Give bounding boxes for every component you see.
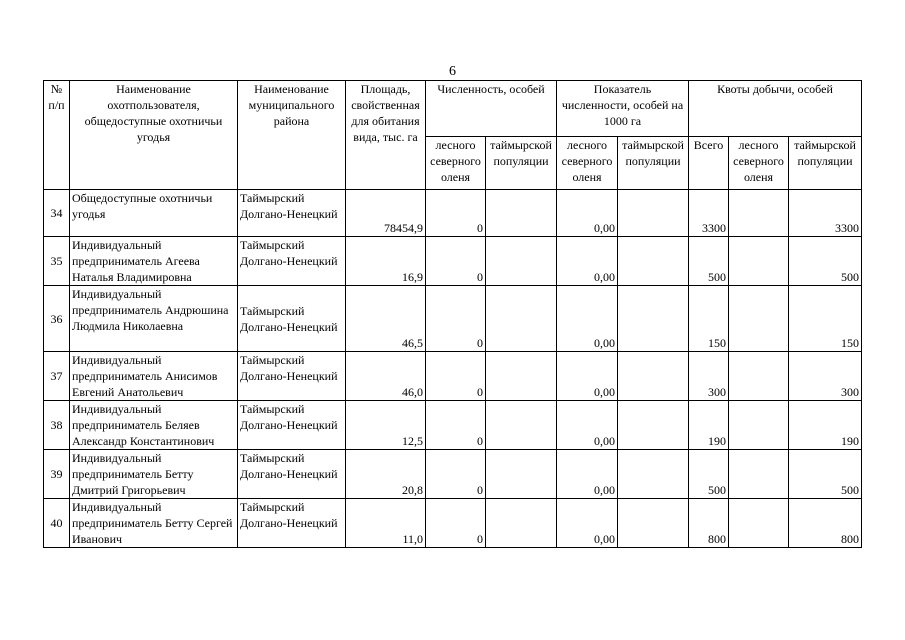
row-ind-taimyr xyxy=(618,401,689,450)
row-quota-forest xyxy=(729,237,789,286)
row-ind-taimyr xyxy=(618,237,689,286)
row-quota-forest xyxy=(729,286,789,352)
row-pop-forest: 0 xyxy=(426,352,486,401)
header-district: Наименование муниципального района xyxy=(238,81,346,190)
header-population: Численность, особей xyxy=(426,81,557,137)
row-name: Индивидуальный предприниматель Андрюшина Людмила Николаевна xyxy=(70,286,238,352)
row-pop-forest: 0 xyxy=(426,190,486,237)
table-row xyxy=(44,286,862,352)
quota-table xyxy=(43,80,862,548)
row-pop-forest: 0 xyxy=(426,237,486,286)
row-name: Индивидуальный предприниматель Беляев Александр Константинович xyxy=(70,401,238,450)
table-row xyxy=(44,450,862,499)
row-quota-total: 150 xyxy=(689,286,729,352)
header-name: Наименование охотпользователя, общедоступные охотничьи угодья xyxy=(70,81,238,190)
row-area: 11,0 xyxy=(346,499,426,548)
row-district: Таймырский Долгано-Ненецкий xyxy=(238,237,346,286)
row-pop-taimyr xyxy=(486,237,557,286)
header-quota-taimyr: таймырской популяции xyxy=(789,137,862,190)
row-ind-forest: 0,00 xyxy=(557,190,618,237)
row-quota-total: 500 xyxy=(689,450,729,499)
row-quota-taimyr: 800 xyxy=(789,499,862,548)
row-num: 38 xyxy=(44,401,70,450)
header-quota: Квоты добычи, особей xyxy=(689,81,862,137)
row-quota-taimyr: 500 xyxy=(789,237,862,286)
table-row xyxy=(44,190,862,237)
row-pop-taimyr xyxy=(486,499,557,548)
header-indicator: Показатель численности, особей на 1000 га xyxy=(557,81,689,137)
row-pop-taimyr xyxy=(486,401,557,450)
row-district: Таймырский Долгано-Ненецкий xyxy=(238,286,346,352)
row-pop-forest: 0 xyxy=(426,401,486,450)
row-pop-taimyr xyxy=(486,450,557,499)
row-name: Индивидуальный предприниматель Анисимов Евгений Анатольевич xyxy=(70,352,238,401)
row-num: 37 xyxy=(44,352,70,401)
row-area: 46,5 xyxy=(346,286,426,352)
row-quota-total: 300 xyxy=(689,352,729,401)
row-ind-taimyr xyxy=(618,190,689,237)
header-ind-forest: лесного северного оленя xyxy=(557,137,618,190)
row-district: Таймырский Долгано-Ненецкий xyxy=(238,190,346,237)
row-name: Общедоступные охотничьи угодья xyxy=(70,190,238,237)
row-area: 46,0 xyxy=(346,352,426,401)
table-row xyxy=(44,237,862,286)
row-ind-forest: 0,00 xyxy=(557,352,618,401)
row-district: Таймырский Долгано-Ненецкий xyxy=(238,401,346,450)
row-ind-forest: 0,00 xyxy=(557,499,618,548)
row-pop-taimyr xyxy=(486,286,557,352)
header-row-top xyxy=(44,81,862,137)
table-row xyxy=(44,352,862,401)
header-pop-taimyr: таймырской популяции xyxy=(486,137,557,190)
row-district: Таймырский Долгано-Ненецкий xyxy=(238,450,346,499)
row-ind-taimyr xyxy=(618,352,689,401)
row-num: 39 xyxy=(44,450,70,499)
row-ind-forest: 0,00 xyxy=(557,450,618,499)
row-quota-taimyr: 3300 xyxy=(789,190,862,237)
row-pop-forest: 0 xyxy=(426,450,486,499)
row-num: 34 xyxy=(44,190,70,237)
row-ind-forest: 0,00 xyxy=(557,237,618,286)
row-quota-forest xyxy=(729,352,789,401)
row-pop-taimyr xyxy=(486,190,557,237)
table-row xyxy=(44,499,862,548)
row-quota-forest xyxy=(729,401,789,450)
row-ind-forest: 0,00 xyxy=(557,401,618,450)
row-ind-taimyr xyxy=(618,450,689,499)
row-quota-forest xyxy=(729,450,789,499)
page-number: 6 xyxy=(449,64,456,79)
row-quota-total: 3300 xyxy=(689,190,729,237)
row-district: Таймырский Долгано-Ненецкий xyxy=(238,352,346,401)
row-quota-taimyr: 300 xyxy=(789,352,862,401)
row-ind-taimyr xyxy=(618,286,689,352)
row-ind-taimyr xyxy=(618,499,689,548)
row-ind-forest: 0,00 xyxy=(557,286,618,352)
row-pop-forest: 0 xyxy=(426,499,486,548)
row-name: Индивидуальный предприниматель Бетту Сергей Иванович xyxy=(70,499,238,548)
row-name: Индивидуальный предприниматель Агеева Наталья Владимировна xyxy=(70,237,238,286)
row-area: 12,5 xyxy=(346,401,426,450)
row-num: 36 xyxy=(44,286,70,352)
row-name: Индивидуальный предприниматель Бетту Дмитрий Григорьевич xyxy=(70,450,238,499)
row-quota-forest xyxy=(729,190,789,237)
row-quota-total: 190 xyxy=(689,401,729,450)
header-num: № п/п xyxy=(44,81,70,190)
row-quota-total: 800 xyxy=(689,499,729,548)
row-quota-taimyr: 150 xyxy=(789,286,862,352)
row-quota-forest xyxy=(729,499,789,548)
table-row xyxy=(44,401,862,450)
row-area: 78454,9 xyxy=(346,190,426,237)
row-district: Таймырский Долгано-Ненецкий xyxy=(238,499,346,548)
header-pop-forest: лесного северного оленя xyxy=(426,137,486,190)
header-ind-taimyr: таймырской популяции xyxy=(618,137,689,190)
row-quota-taimyr: 500 xyxy=(789,450,862,499)
header-area: Площадь, свойственная для обитания вида, тыс. га xyxy=(346,81,426,190)
row-area: 16,9 xyxy=(346,237,426,286)
row-area: 20,8 xyxy=(346,450,426,499)
header-quota-forest: лесного северного оленя xyxy=(729,137,789,190)
row-num: 40 xyxy=(44,499,70,548)
row-num: 35 xyxy=(44,237,70,286)
row-quota-taimyr: 190 xyxy=(789,401,862,450)
header-quota-total: Всего xyxy=(689,137,729,190)
row-pop-taimyr xyxy=(486,352,557,401)
row-pop-forest: 0 xyxy=(426,286,486,352)
row-quota-total: 500 xyxy=(689,237,729,286)
